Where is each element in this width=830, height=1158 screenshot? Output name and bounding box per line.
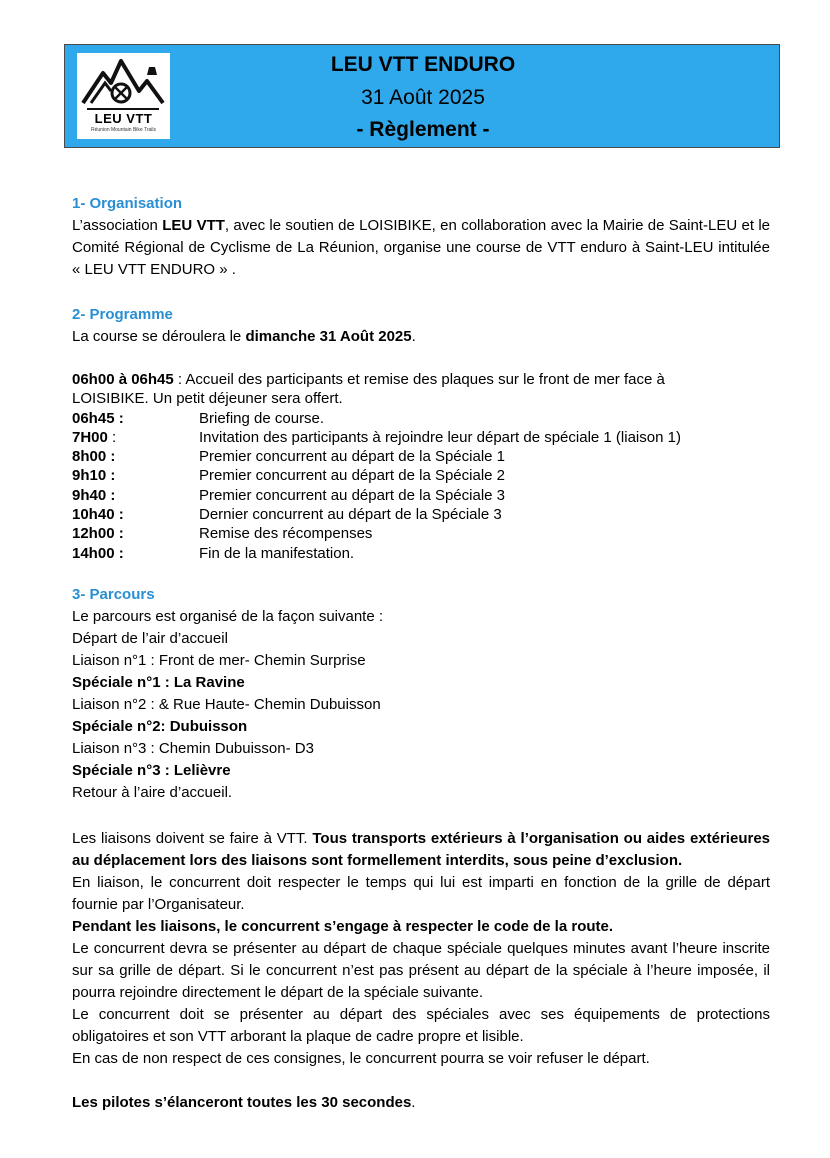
parcours-line: Le parcours est organisé de la façon suivante : [72, 608, 384, 625]
schedule-row: 8h00 : Premier concurrent au départ de la Spéciale 1 [72, 448, 506, 466]
rules-paragraph: Pendant les liaisons, le concurrent s’engage à respecter le code de la route. [72, 918, 614, 935]
logo-subtitle: Réunion Mountain Bike Trails [90, 127, 157, 133]
schedule-row: 14h00 : Fin de la manifestation. [72, 544, 355, 562]
parcours-line: Départ de l’air d’accueil [72, 630, 228, 647]
document-title: LEU VTT ENDURO [330, 53, 516, 76]
section-organisation [72, 193, 770, 281]
section-rules [72, 828, 770, 1114]
parcours-line: Spéciale n°2: Dubuisson [72, 718, 248, 735]
parcours-line: Spéciale n°3 : Lelièvre [72, 762, 231, 779]
schedule-row: 12h00 : Remise des récompenses [72, 525, 373, 543]
section-title: 1- Organisation [72, 195, 183, 212]
parcours-line: Retour à l’aire d’accueil. [72, 784, 233, 801]
rules-paragraph: En liaison, le concurrent doit respecter le temps qui lui est imparti en fonction de la grille de départ fournie par l’Organisateur. [72, 874, 770, 913]
parcours-line: Spéciale n°1 : La Ravine [72, 674, 245, 691]
rules-paragraph: Les pilotes s’élanceront toutes les 30 secondes. [72, 1094, 416, 1111]
schedule-row: 10h40 : Dernier concurrent au départ de la Spéciale 3 [72, 506, 502, 524]
rules-paragraph: En cas de non respect de ces consignes, le concurrent pourra se voir refuser le départ. [72, 1050, 650, 1067]
header-banner [64, 44, 780, 148]
schedule-first-item-cont: LOISIBIKE. Un petit déjeuner sera offert. [72, 390, 343, 408]
section-parcours [72, 584, 770, 804]
schedule-first-item: 06h00 à 06h45 : Accueil des participants et remise des plaques sur le front de mer face à [72, 371, 665, 388]
parcours-line: Liaison n°1 : Front de mer- Chemin Surprise [72, 652, 366, 669]
rules-paragraph: Les liaisons doivent se faire à VTT. Tous transports extérieurs à l’organisation ou aides extérieures au déplacement lors des liaisons sont formellement interdits, sous peine d’exclusion. [72, 830, 770, 869]
organisation-paragraph: L’association LEU VTT, avec le soutien de LOISIBIKE, en collaboration avec la Mairie de Saint-LEU et le Comité Régional de Cyclisme de La Réunion, organise une course de VTT enduro à Saint-LEU intitulée « LEU VTT ENDURO » . [72, 217, 771, 278]
parcours-line: Liaison n°2 : & Rue Haute- Chemin Dubuisson [72, 696, 381, 713]
logo-title: LEU VTT [94, 111, 153, 126]
schedule-row: 9h40 : Premier concurrent au départ de la Spéciale 3 [72, 486, 506, 504]
schedule-row: 06h45 : Briefing de course. [72, 409, 325, 427]
document-date: 31 Août 2025 [361, 86, 485, 109]
document-subtitle: - Règlement - [356, 118, 490, 141]
rules-paragraph: Le concurrent devra se présenter au départ de chaque spéciale quelques minutes avant l’heure inscrite sur sa grille de départ. Si le concurrent n’est pas présent au départ de la spéciale à l’heure imposée, il pourra rejoindre directement le départ de la spéciale suivante. [72, 940, 770, 1001]
rules-paragraph: Le concurrent doit se présenter au départ des spéciales avec ses équipements de protections obligatoires et son VTT arborant la plaque de cadre propre et lisible. [72, 1006, 770, 1045]
section-title: 2- Programme [72, 306, 173, 323]
schedule-row: 9h10 : Premier concurrent au départ de la Spéciale 2 [72, 467, 506, 485]
section-title: 3- Parcours [72, 586, 155, 603]
parcours-line: Liaison n°3 : Chemin Dubuisson- D3 [72, 740, 314, 757]
programme-intro: La course se déroulera le dimanche 31 Août 2025. [72, 328, 416, 345]
section-programme [72, 304, 770, 348]
schedule [72, 370, 770, 563]
schedule-row: 7H00 : Invitation des participants à rejoindre leur départ de spéciale 1 (liaison 1) [72, 428, 681, 446]
